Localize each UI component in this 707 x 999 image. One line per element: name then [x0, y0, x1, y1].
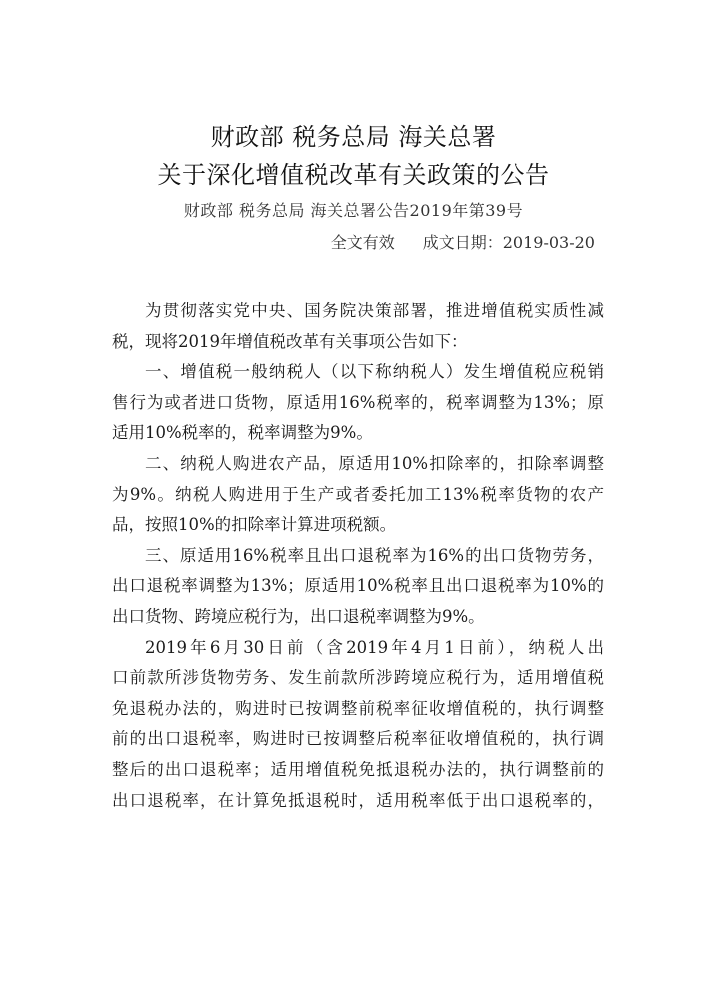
paragraph-5-line-2: 口前款所涉货物劳务、发生前款所涉跨境应税行为，适用增值税: [112, 668, 604, 688]
paragraph-1-line-1: 为贯彻落实党中央、国务院决策部署，推进增值税实质性减: [145, 301, 604, 320]
paragraph-3-line-3: 品，按照10%的扣除率计算进项税额。: [112, 515, 397, 535]
paragraph-3-line-1: 二、纳税人购进农产品，原适用10%扣除率的，扣除率调整: [145, 453, 604, 473]
document-body: [112, 296, 604, 816]
paragraph-1-line-2: 税，现将2019年增值税改革有关事项公告如下：: [112, 331, 468, 351]
paragraph-5-line-5: 整后的出口退税率；适用增值税免抵退税办法的，执行调整前的: [112, 759, 604, 779]
document-meta: [331, 232, 595, 254]
paragraph-4-line-2: 出口退税率调整为13%；原适用10%税率且出口退税率为10%的: [112, 576, 604, 596]
issue-date: 成文日期：2019-03-20: [422, 233, 595, 252]
paragraph-5-line-6: 出口退税率，在计算免抵退税时，适用税率低于出口退税率的，: [112, 790, 604, 810]
paragraph-2-line-1: 一、增值税一般纳税人（以下称纳税人）发生增值税应税销: [145, 362, 604, 382]
document-title-line1: 财政部 税务总局 海关总署: [210, 123, 497, 151]
document-number: 财政部 税务总局 海关总署公告2019年第39号: [183, 201, 524, 220]
paragraph-2-line-3: 适用10%税率的，税率调整为9%。: [112, 423, 373, 443]
document-title-line2: 关于深化增值税改革有关政策的公告: [157, 161, 550, 189]
validity-status: 全文有效: [330, 233, 395, 252]
paragraph-4-line-3: 出口货物、跨境应税行为，出口退税率调整为9%。: [112, 606, 485, 626]
paragraph-5-line-3: 免退税办法的，购进时已按调整前税率征收增值税的，执行调整: [112, 698, 604, 718]
paragraph-5-line-1: 2019年6月30日前（含2019年4月1日前），纳税人出: [145, 637, 604, 657]
paragraph-2-line-2: 售行为或者进口货物，原适用16%税率的，税率调整为13%；原: [112, 392, 604, 412]
paragraph-5-line-4: 前的出口退税率，购进时已按调整后税率征收增值税的，执行调: [112, 729, 604, 749]
paragraph-3-line-2: 为9%。纳税人购进用于生产或者委托加工13%税率货物的农产: [112, 484, 604, 504]
paragraph-4-line-1: 三、原适用16%税率且出口退税率为16%的出口货物劳务，: [145, 545, 604, 565]
